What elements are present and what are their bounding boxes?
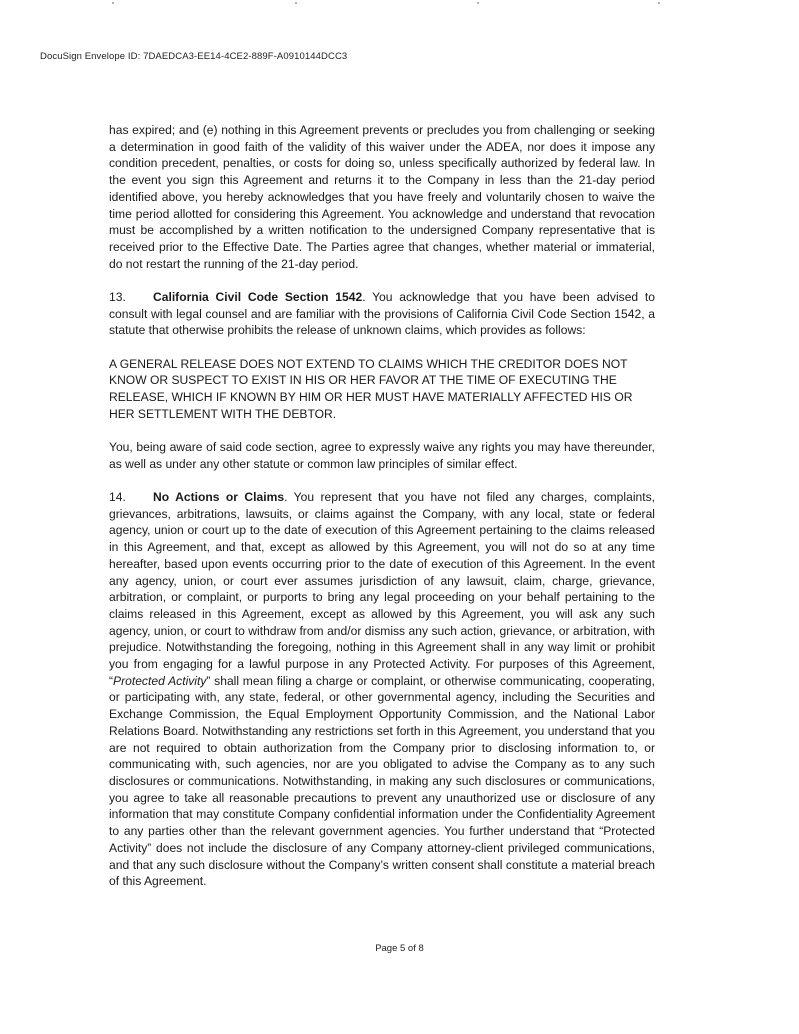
section-13-body: . You acknowledge that you have been advised to consult with legal counsel and are familiar with the provisions of California Civil Code Section 1542, a statute that otherwise prohibits the release of unknown claims, which provides as follows: bbox=[109, 289, 655, 338]
document-body bbox=[109, 122, 655, 907]
section-14-body-b: ” shall mean filing a charge or complaint, or otherwise communicating, cooperating, or participating with, any state, federal, or other governmental agency, including the Securities and Exchange Commission, the Equal Employment Opportunity Commission, and the National Labor Relations Board. Notwithstanding any restrictions set forth in this Agreement, you understand that you are not required to obtain authorization from the Company prior to disclosing information to, or communicating with, such agencies, nor are you obligated to advise the Company as to any such disclosures or communications. Notwithstanding, in making any such disclosures or communications, you agree to take all reasonable precautions to prevent any unauthorized use or disclosure of any information that may constitute Company confidential information under the Confidentiality Agreement to any parties other than the relevant government agencies. You further understand that “Protected Activity” does not include the disclosure of any Company attorney-client privileged communications, and that any such disclosure without the Company’s written consent shall constitute a material breach of this Agreement. bbox=[109, 673, 656, 889]
docusign-envelope-id: DocuSign Envelope ID: 7DAEDCA3-EE14-4CE2-889F-A0910144DCC3 bbox=[40, 51, 348, 62]
section-14-defined-term: Protected Activity bbox=[113, 673, 207, 688]
scan-mark bbox=[295, 2, 297, 4]
section-13 bbox=[109, 289, 655, 339]
section-14-title: No Actions or Claims bbox=[153, 490, 285, 505]
section-14-body-a: . You represent that you have not filed any charges, complaints, grievances, arbitrations, lawsuits, or claims against the Company, with any local, state or federal agency, union or court up to the date of execution of this Agreement pertaining to the claims released in this Agreement, and that, except as allowed by this Agreement, you will not do so at any time hereafter, based upon events occurring prior to the date of execution of this Agreement. In the event any agency, union, or court ever assumes jurisdiction of any lawsuit, claim, charge, grievance, arbitration, or complaint, or purports to bring any legal proceeding on your behalf pertaining to the claims released in this Agreement, except as allowed by this Agreement, you will ask any such agency, union, or court to withdraw from and/or dismiss any such action, grievance, or arbitration, with prejudice. Notwithstanding the foregoing, nothing in this Agreement shall in any way limit or prohibit you from engaging for a lawful purpose in any Protected Activity. For purposes of this Agreement, “ bbox=[109, 490, 655, 688]
section-13-number: 13. bbox=[109, 289, 126, 304]
section-14 bbox=[109, 489, 655, 890]
scan-mark bbox=[658, 2, 660, 4]
statute-quote: A GENERAL RELEASE DOES NOT EXTEND TO CLAIMS WHICH THE CREDITOR DOES NOT KNOW OR SUSPECT TO EXIST IN HIS OR HER FAVOR AT THE TIME OF EXECUTING THE RELEASE, WHICH IF KNOWN BY HIM OR HER MUST HAVE MATERIALLY AFFECTED HIS OR HER SETTLEMENT WITH THE DEBTOR. bbox=[109, 356, 633, 421]
waiver-paragraph: You, being aware of said code section, agree to expressly waive any rights you may have thereunder, as well as under any other statute or common law principles of similar effect. bbox=[109, 440, 655, 471]
scan-mark bbox=[112, 2, 114, 4]
paragraph-continuation: has expired; and (e) nothing in this Agreement prevents or precludes you from challenging or seeking a determination in good faith of the validity of this waiver under the ADEA, nor does it impose any condition precedent, penalties, or costs for doing so, unless specifically authorized by federal law. In the event you sign this Agreement and returns it to the Company in less than the 21-day period identified above, you hereby acknowledges that you have freely and voluntarily chosen to waive the time period allotted for considering this Agreement. You acknowledge and understand that revocation must be accomplished by a written notification to the undersigned Company representative that is received prior to the Effective Date. The Parties agree that changes, whether material or immaterial, do not restart the running of the 21-day period. bbox=[109, 123, 655, 271]
section-14-number: 14. bbox=[109, 490, 126, 505]
section-13-title: California Civil Code Section 1542 bbox=[153, 289, 363, 304]
scan-mark bbox=[477, 2, 479, 4]
page-number: Page 5 of 8 bbox=[375, 943, 424, 954]
